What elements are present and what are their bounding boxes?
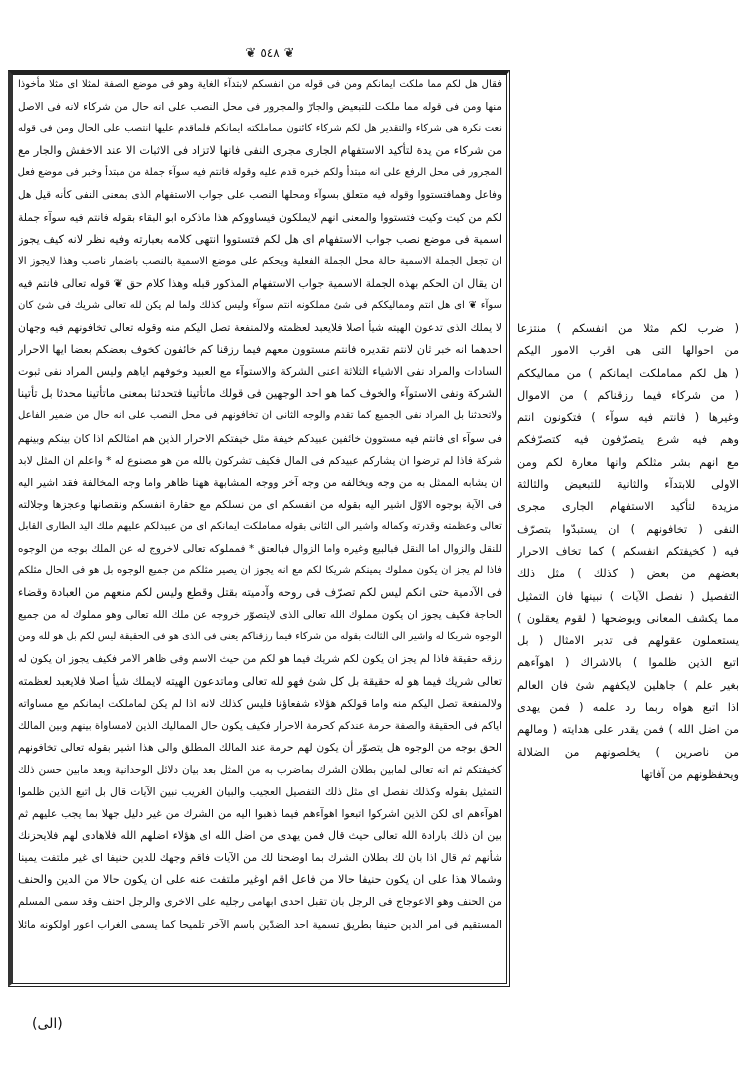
main-text-line: فى الآية بوجوه الاوّل اشير اليه بقوله من انفسكم اى من نسلكم مع حقارة انفسكم ونقصانها وعجزها وجلالته [18,497,502,511]
main-text-line: فاذا لم يجز ان يكون مملوك يمينكم شريكا لكم مع انه يجوز ان يصير مثلكم من جميع الوجوه بل هو فى الحال مثلكم [18,565,502,577]
margin-note-line: ( من شركاء فيما رزقناكم ) من الاموال [517,388,739,402]
main-text-line: من الحنف وهو الاعوجاج فى الرجل بان تقبل احدى ابهامى رجليه على الاخرى والرجل احنف وقد سمى المسلم [18,895,502,909]
main-text-line: شركة فاذا لم ترضوا ان يشاركم عبيدكم فى المال فكيف تشركون بالله من هو مصنوع له * واعلم ان المثل لابد [18,453,502,467]
main-text-line: وشمالا هذا على ان يكون حنيفا حالا من فاعل اقم اوغير ملتفت عنه على ان يكون حالا من الدين والحنف [18,873,502,887]
main-text-line: الوجوه شريكا له واشير الى الثالث بقوله من شركاء فيما رزقناكم يعنى فى الذى هو فى الحقيقة ليس لكم بل هو لله ومن [18,631,502,643]
main-text-line: رزقه حقيقة فاذا لم يجز ان يكون لكم شريك فيما هو لكم من حيث الاسم وفى ظاهر الامر فكيف يجوز ان يكون له [18,653,502,666]
margin-note-line: الاولى للابتدآء والثانية للتبعيض والثالثة [517,478,739,492]
margin-note-line: وهم فيه شرع يتصرّفون فيه كتصرّفكم [517,433,739,447]
main-text-line: كخيفتكم ثم انه تعالى لمابين بطلان الشرك بماضرب به من المثل بعد بيان دلائل الوحدانية وبعد مابين حسن ذلك [18,763,502,776]
main-text-line: اهوآءهم اى لكن الذين اشركوا اتبعوا اهوآءهم فيما ذهبوا اليه من الشرك من غير دليل جهلا بما يجب عليهم ثم [18,807,502,821]
margin-note-line: من احوالها التى هى اقرب الامور اليكم [517,344,739,358]
main-text-line: للنقل والزوال اما النقل فبالبيع وغيره واما الزوال فبالعتق * فمملوكه تعالى لاخروج له عن الملك بوجه من الوجوه [18,542,502,555]
margin-note-line: من ناصرين ) يخلصونهم من الضلالة [517,745,739,759]
margin-note-line: وغيرها ( فانتم فيه سوآء ) فتكونون انتم [517,411,739,425]
main-text-line: ان يشابه الممثل به من وجه ويخالفه من وجه آخر ووجه المشابهة ههنا ظاهر واما وجه المخالفة فقد اشير اليه [18,475,502,489]
catchword: (الى) [32,1016,63,1032]
main-text-line: تعالى وعظمته وقدرته وكماله واشير الى الثانى بقوله مماملكت ايمانكم اى من عبيدلكم عليهم ملك اليد الطارى القابل [18,520,502,532]
margin-note-line: اذا اتبع هواه ربما رد علمه ( فمن يهدى [517,701,739,715]
margin-note-line: ويحفظونهم من آفاتها [640,767,739,781]
page-number: ٥٤٨ [260,46,280,60]
main-text-line: من شركاء من يدة لتأكيد الاستفهام الجارى مجرى النفى فانها لاتزاد فى الاثبات الا عند الاخفش والجار مع [18,144,502,158]
main-text-line: فى سوآء اى فانتم فيه مستوون خائفين عبيدكم خيفة مثل خيفتكم الاحرار الذين هم امثالكم اذا كان بينكم وبينهم [18,431,502,445]
main-text-line: المستقيم فى امر الدين حنيفا بطريق تسمية احد الضدّين باسم الآخر تلميحا كما يسمى الغراب اعور اولكونه مائلا [18,918,502,931]
main-text-line: نعت نكرة هى شركاء والتقدير هل لكم شركاء كائنون مماملكته ايمانكم فلماقدم عليها انتصب على الحال ومن فى قوله [18,123,502,135]
main-text-line: فى الآدمية حتى انكم ليس لكم تصرّف فى روحه وآدميته بقتل وقطع وليس لكم منعهم من العبادة وقضاء [18,586,502,600]
margin-note-line: يستعملون عقولهم فى تدبر الامثال ( بل [517,634,739,648]
main-text-line: احدهما انه خبر ثان لانتم تقديره فانتم مستوون معهم فيما رزقنا كم خائفون كخوف بعضكم بعضا ايها الاحرار [18,343,502,357]
margin-note-line: النفى ( تخافونهم ) ان يستبدّوا بتصرّف [517,522,739,536]
margin-note-line: التفصيل ( نفصل الآيات ) نبينها فان التمثيل [517,589,739,603]
margin-note-line: مزيدة لتأكيد الاستفهام الجارى مجرى [517,500,739,514]
main-text-block [18,74,502,982]
main-text-line: بين ان ذلك بارادة الله تعالى حيث قال فمن يهدى من اضل الله اى هؤلاء اضلهم الله فلاهادى لهم فلايحزنك [18,829,502,843]
margin-note-line: من اضل الله ) فمن يقدر على هدايته ( ومالهم [517,723,739,737]
margin-note-line: بعضهم من بعض ( كذلك ) مثل ذلك [517,567,739,581]
margin-note-line: بغير علم ) جاهلين لايكفهم شئ فان العالم [517,678,739,692]
main-text-line: السادات والمراد نفى الاشياء الثلاثة اعنى الشركة والاستوآء مع العبيد وخوفهم اياهم وليس المراد نفى ثبوت [18,365,502,379]
main-text-line: الحق بوجه من الوجوه هل يتصوّر أن يكون لهم حرمة عند المالك المطلق والى هذا اشير بقوله تعالى تخافونهم [18,740,502,754]
margin-note-line: ( ضرب لكم مثلا من انفسكم ) منتزعا [517,322,739,335]
margin-note-line: اتبع الذين ظلموا ) بالاشراك ( اهوآءهم [517,656,739,670]
main-text-line: لا يملك الذى تدعون الهيته شيأ اصلا فلايعبد لعظمته ولالمنفعة تصل اليكم منه وقوله تعالى تخافونهم فيه وجهان [18,321,502,335]
main-text-line: وفاعل وهمافتستووا وقوله فيه متعلق بسوآء ومحلها النصب على جواب الاستفهام الذى بمعنى النفى كأنه قيل هل [18,189,502,202]
margin-note-line: مع انهم بشر مثلكم وانها معارة لكم ومن [517,455,739,469]
ornament-right-icon: ❦ [283,45,295,61]
main-text-line: ان تجعل الجملة الاسمية حالة محل الجملة الفعلية ويحكم على موضع الاسمية بالنصب باضمار ناصب وهذا لايجوز الا [18,255,502,267]
main-text-line: فقال هل لكم مما ملكت ايمانكم ومن فى قوله من انفسكم لابتدآء الغاية وهو فى موضع الصفة لمثلا اى مثلا مأخوذا [18,79,502,90]
main-text-line: ولاتحدثنا بل المراد نفى الجميع كما تقدم والوجه الثانى ان تخافونهم فى محل النصب على انه حال من ضمير الفاعل [18,410,502,422]
main-text-line: شأنهم ثم قال اذا بان لك بطلان الشرك بما اوضحنا لك من الآيات فاقم وجهك للدين حنيفا اى غير ملتفت يمينا [18,851,502,865]
main-text-line: اسمية فى موضع نصب جواب الاستفهام اى هل لكم فتستووا انتهى كلامه بعبارته وفيه نظر لانه كيف يجوز [18,232,502,246]
margin-note-line: مما يكشف المعانى ويوضحها ( لقوم يعقلون ) [517,611,739,625]
margin-note-line: ( هل لكم مماملكت ايمانكم ) من مماليككم [517,366,739,380]
main-text-line: المجرور فى محل الرفع على انه مبتدأ ولكم خبره قدم عليه وقوله فانتم فيه سوآء جملة من مبتدأ وخبر فى موضع فعل [18,167,502,179]
main-text-line: اياكم فى الحقيقة والصفة حرمة عندكم كحرمة الاحرار فكيف يكون حال المماليك الذين لامساواة بينهم وبين المالك [18,719,502,732]
margin-commentary [517,318,739,786]
main-text-line: الشركة ونفى الاستوآء والخوف كما هو احد الوجهين فى قولك ماتأتينا فتحدثنا بمعنى ماتأتينا محدثا بل تأتينا [18,387,502,401]
main-text-line: ولالمنفعة تصل اليكم منه واما قولكم هؤلاء شفعاؤنا فليس كذلك لانه اذا لم يكن لماملكت ايمانكم مع مساواته [18,696,502,710]
main-text-line: منها ومن فى قوله مما ملكت للتبعيض والجارّ والمجرور فى محل النصب على انه حال من شركاء لانه فى الاصل [18,101,502,114]
page-number-header [215,42,325,64]
margin-note-line: فيه ( كخيفتكم انفسكم ) كما تخاف الاحرار [517,544,739,558]
main-text-line: لكم من كيت وكيت فتستووا والمعنى انهم لايملكون فيساووكم هذا ماذكره ابو البقاء بقوله فانتم فيه سوآء جملة [18,210,502,224]
ornament-left-icon: ❦ [245,45,257,61]
main-text-line: ان يقال ان الحكم بهذه الجملة الاسمية جواب الاستفهام المذكور قبله وهذا كلام حق ❦ قوله تعالى فانتم فيه [18,276,502,290]
main-text-line: التمثيل بقوله وكذلك نفصل اى مثل ذلك التفصيل العجيب والبيان الغريب نبين الآيات قال بل اتبع الذين ظلموا [18,785,502,798]
main-text-line: تعالى شريك فيما هو له حقيقة بل كل شئ فهو لله تعالى وماتدعون الهيته لايملك شيأ اصلا فلايعبد لعظمته [18,674,502,688]
main-text-line: الحاجة فكيف يجوز ان يكون مملوك الله تعالى الذى لايتصوّر خروجه عن ملك الله تعالى وهو مملوك له من جميع [18,609,502,622]
main-text-line: سوآء ❦ اى هل انتم ومماليككم فى شئ مملكونه انتم سوآء وليس كذلك ولما لم يكن لله تعالى شريك فى شئ كان [18,299,502,311]
